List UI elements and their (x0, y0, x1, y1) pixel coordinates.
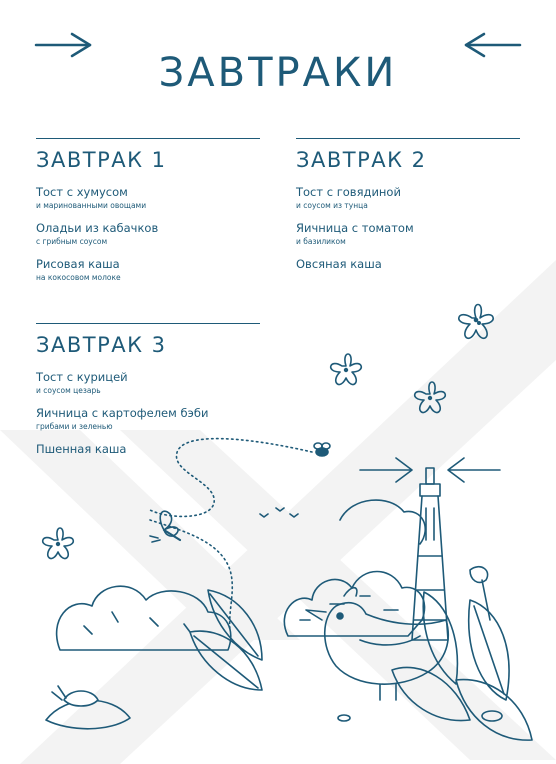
dish-description: и базиликом (296, 237, 346, 246)
dish-name: Овсяная каша (296, 257, 382, 271)
dish-name: Тост с курицей (36, 370, 128, 384)
leaf-icon (392, 667, 470, 720)
section-heading: ЗАВТРАК 2 (296, 148, 427, 172)
dish-name: Тост с говядиной (296, 185, 401, 199)
arrow-left-icon (448, 458, 500, 482)
dish-description: на кокосовом молоке (36, 273, 121, 282)
page-title: ЗАВТРАКИ (158, 49, 398, 96)
bush-icon (57, 586, 231, 650)
dish-name: Оладьи из кабачков (36, 221, 159, 235)
section-heading: ЗАВТРАК 1 (36, 148, 167, 172)
dish-description: с грибным соусом (36, 237, 108, 246)
flower-icon (331, 354, 362, 384)
fly-icon (314, 443, 330, 456)
flower-icon (43, 528, 74, 558)
bird-icon (260, 508, 298, 517)
leaf-icon (456, 680, 532, 741)
dish-name: Рисовая каша (36, 257, 120, 271)
dish-name: Тост с хумусом (36, 185, 128, 199)
dish-description: грибами и зеленью (36, 422, 113, 431)
bird-icon (306, 588, 448, 700)
section-heading: ЗАВТРАК 3 (36, 333, 167, 357)
flower-icon (415, 382, 446, 412)
lighthouse-icon (412, 468, 448, 640)
dish-description: и соусом из тунца (296, 201, 368, 210)
leaf-icon (190, 631, 262, 690)
flower-icon (459, 305, 493, 339)
dish-description: и маринованными овощами (36, 201, 147, 210)
dish-description: и соусом цезарь (36, 386, 101, 395)
dish-name: Яичница с томатом (296, 221, 414, 235)
bush-icon (284, 500, 425, 636)
beetle-icon (46, 686, 130, 729)
arrow-right-icon (360, 458, 412, 482)
dish-name: Яичница с картофелем бэби (36, 406, 209, 420)
dish-name: Пшенная каша (36, 442, 127, 456)
leaf-icon (423, 592, 457, 684)
